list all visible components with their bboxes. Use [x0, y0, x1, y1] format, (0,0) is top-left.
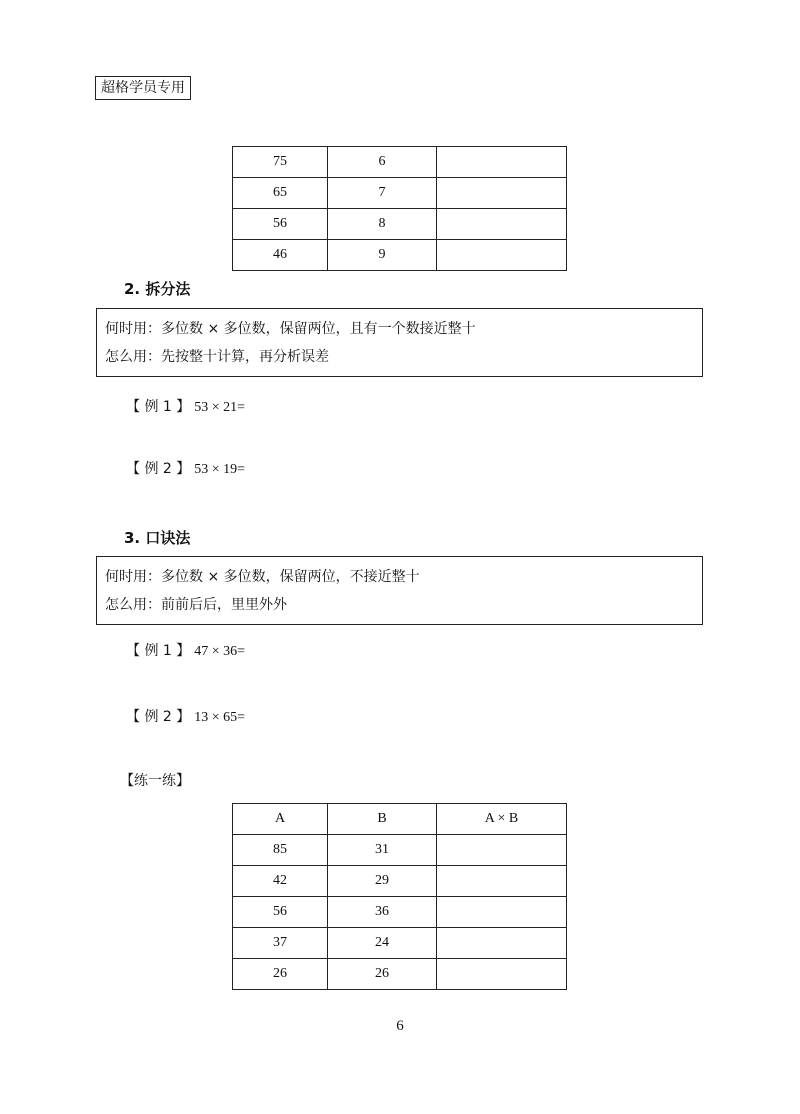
- example-2: [126, 706, 245, 726]
- column-header: B: [328, 804, 437, 835]
- table-cell: 9: [328, 240, 437, 271]
- example-expression: 47 × 36=: [194, 644, 246, 659]
- section-2-heading: 2. 拆分法: [124, 280, 191, 298]
- table-cell: 42: [233, 866, 328, 897]
- table-row: [233, 866, 567, 897]
- when-to-use-text: 何时用：多位数 × 多位数，保留两位，不接近整十: [105, 569, 420, 585]
- when-to-use-text: 何时用：多位数 × 多位数，保留两位，且有一个数接近整十: [105, 321, 476, 337]
- table-row: [233, 835, 567, 866]
- page-number: 6: [396, 1018, 404, 1034]
- table-cell: 46: [233, 240, 328, 271]
- table-row: [233, 959, 567, 990]
- how-to-use-text: 怎么用：前前后后，里里外外: [105, 597, 287, 613]
- example-label: 【 例 2 】: [126, 709, 191, 725]
- section-2-rule-box: [96, 308, 703, 377]
- answer-cell: [437, 835, 567, 866]
- table-cell: [437, 240, 567, 271]
- table-row: [233, 178, 567, 209]
- table-cell: 65: [233, 178, 328, 209]
- table-cell: 75: [233, 147, 328, 178]
- example-expression: 53 × 19=: [194, 462, 246, 477]
- example-1: [126, 396, 245, 416]
- table-cell: [437, 178, 567, 209]
- table-cell: 26: [233, 959, 328, 990]
- table-cell: [437, 209, 567, 240]
- column-header: A × B: [437, 804, 567, 835]
- example-label: 【 例 1 】: [126, 643, 191, 659]
- example-2: [126, 458, 245, 478]
- answer-cell: [437, 897, 567, 928]
- practice-label: 【练一练】: [120, 773, 190, 789]
- table-cell: 7: [328, 178, 437, 209]
- table-row: [233, 209, 567, 240]
- how-to-use-text: 怎么用：先按整十计算，再分析误差: [105, 349, 329, 365]
- table-cell: 36: [328, 897, 437, 928]
- section-3-rule-box: [96, 556, 703, 625]
- table-cell: 56: [233, 897, 328, 928]
- table-row: [233, 240, 567, 271]
- column-header: A: [233, 804, 328, 835]
- table-row: [233, 928, 567, 959]
- answer-cell: [437, 866, 567, 897]
- table-cell: 6: [328, 147, 437, 178]
- answer-cell: [437, 928, 567, 959]
- table-cell: 37: [233, 928, 328, 959]
- table-cell: 56: [233, 209, 328, 240]
- answer-cell: [437, 959, 567, 990]
- table-header-row: [233, 804, 567, 835]
- table-cell: 29: [328, 866, 437, 897]
- table-cell: 85: [233, 835, 328, 866]
- table-row: [233, 897, 567, 928]
- example-expression: 53 × 21=: [194, 400, 246, 415]
- example-1: [126, 640, 245, 660]
- table-cell: [437, 147, 567, 178]
- table-cell: 26: [328, 959, 437, 990]
- section-3-heading: 3. 口诀法: [124, 529, 191, 547]
- top-table: [232, 146, 567, 271]
- example-label: 【 例 2 】: [126, 461, 191, 477]
- table-row: [233, 147, 567, 178]
- example-expression: 13 × 65=: [194, 710, 246, 725]
- table-cell: 8: [328, 209, 437, 240]
- example-label: 【 例 1 】: [126, 399, 191, 415]
- table-cell: 31: [328, 835, 437, 866]
- practice-table: [232, 803, 567, 990]
- table-cell: 24: [328, 928, 437, 959]
- student-only-badge: 超格学员专用: [95, 76, 191, 100]
